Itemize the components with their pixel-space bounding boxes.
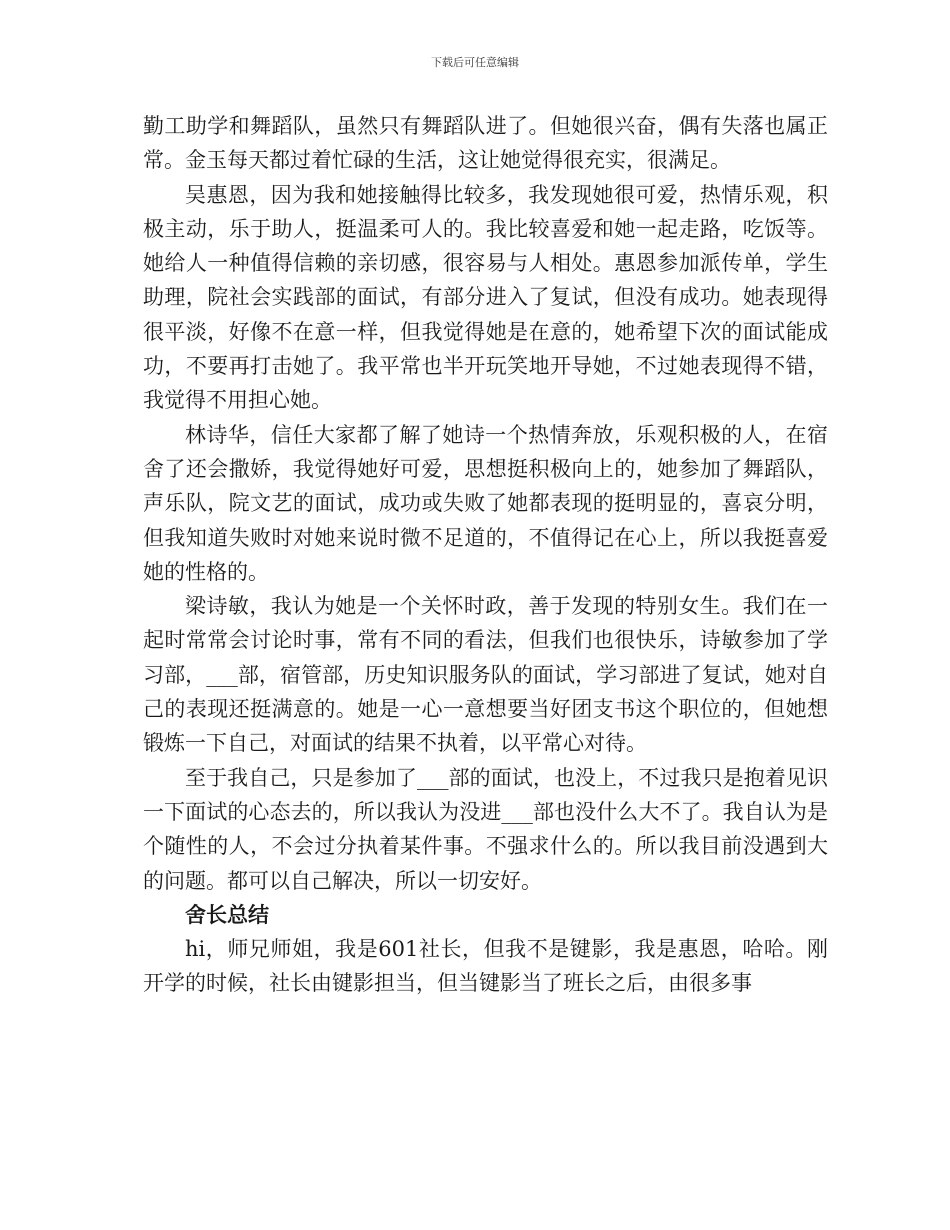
section-heading: 舍长总结 bbox=[185, 901, 269, 927]
paragraph-wu-huien: 吴惠恩，因为我和她接触得比较多，我发现她很可爱，热情乐观，积极主动，乐于助人，挺温柔可人的。我比较喜爱和她一起走路，吃饭等。她给人一种值得信赖的亲切感，很容易与人相处。惠恩参加派传单，学生助理，院社会实践部的面试，有部分进入了复试，但没有成功。她表现得很平淡，好像不在意一样，但我觉得她是在意的，她希望下次的面试能成功，不要再打击她了。我平常也半开玩笑地开导她，不过她表现得不错，我觉得不用担心她。 bbox=[143, 182, 828, 413]
paragraph-lin-shihua: 林诗华，信任大家都了解了她诗一个热情奔放，乐观积极的人，在宿舍了还会撒娇，我觉得她好可爱，思想挺积极向上的，她参加了舞蹈队，声乐队，院文艺的面试，成功或失败了她都表现的挺明显的，喜哀分明，但我知道失败时对她来说时微不足道的，不值得记在心上，所以我挺喜爱她的性格的。 bbox=[143, 422, 828, 584]
paragraph-self: 至于我自己，只是参加了___部的面试，也没上，不过我只是抱着见识一下面试的心态去的，所以我认为没进___部也没什么大不了。我自认为是个随性的人，不会过分执着某件事。不强求什么的。所以我目前没遇到大的问题。都可以自己解决，所以一切安好。 bbox=[143, 765, 828, 893]
document-body bbox=[143, 109, 828, 1001]
page-header: 下载后可任意编辑 bbox=[431, 56, 519, 69]
paragraph-summary: hi，师兄师姐，我是601社长，但我不是键影，我是惠恩，哈哈。刚开学的时候，社长由键影担当，但当键影当了班长之后，由很多事 bbox=[143, 937, 828, 996]
paragraph-liang-shimin: 梁诗敏，我认为她是一个关怀时政，善于发现的特别女生。我们在一起时常常会讨论时事，常有不同的看法，但我们也很快乐，诗敏参加了学习部，___部，宿管部，历史知识服务队的面试，学习部进了复试，她对自己的表现还挺满意的。她是一心一意想要当好团支书这个职位的，但她想锻炼一下自己，对面试的结果不执着，以平常心对待。 bbox=[143, 594, 828, 756]
paragraph-continuation: 勤工助学和舞蹈队，虽然只有舞蹈队进了。但她很兴奋，偶有失落也属正常。金玉每天都过着忙碌的生活，这让她觉得很充实，很满足。 bbox=[143, 114, 828, 173]
